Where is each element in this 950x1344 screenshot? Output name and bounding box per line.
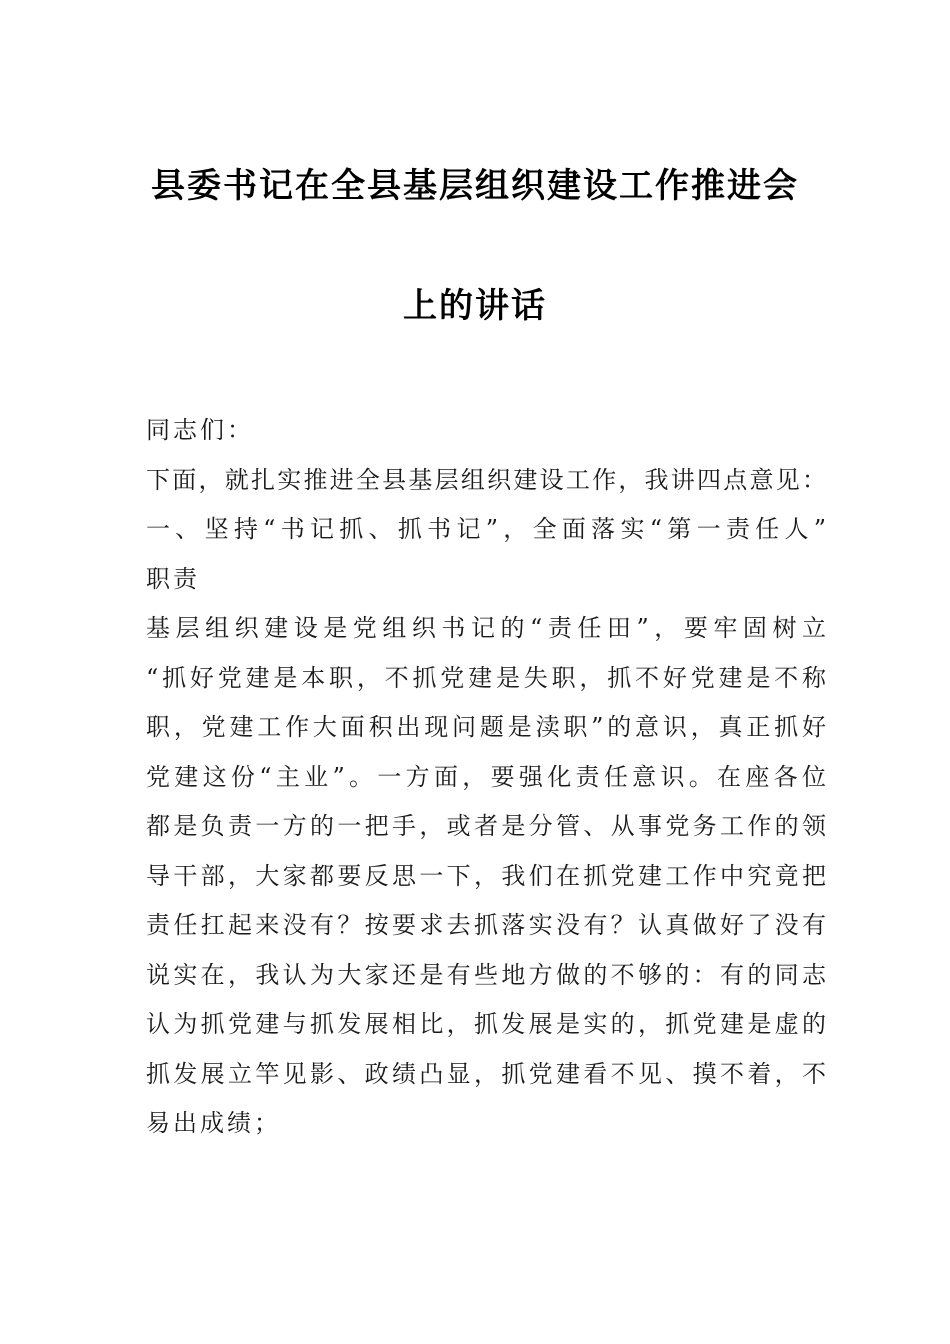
- body-line: 党建这份“主业”。一方面，要强化责任意识。在座各位: [146, 762, 826, 791]
- body-line: 责任扛起来没有？按要求去抓落实没有？认真做好了没有: [146, 911, 826, 939]
- body-line: 导干部，大家都要反思一下，我们在抓党建工作中究竟把: [146, 861, 826, 890]
- body-line: “抓好党建是本职，不抓党建是失职，抓不好党建是不称: [146, 663, 826, 692]
- document-body: [146, 406, 826, 1149]
- section-heading-line: 职责: [146, 564, 200, 593]
- body-line: 都是负责一方的一把手，或者是分管、从事党务工作的领: [146, 812, 826, 840]
- body-line: 基层组织建设是党组织书记的“责任田”，要牢固树立: [146, 614, 826, 642]
- body-line: 说实在，我认为大家还是有些地方做的不够的：有的同志: [146, 960, 826, 989]
- document-title-line-1: 县委书记在全县基层组织建设工作推进会: [151, 166, 799, 206]
- body-line: 认为抓党建与抓发展相比，抓发展是实的，抓党建是虚的: [146, 1010, 826, 1038]
- salutation: 同志们：: [146, 416, 254, 444]
- section-heading-line: 一、坚持“书记抓、抓书记”，全面落实“第一责任人”: [146, 515, 826, 543]
- body-line: 职，党建工作大面积出现问题是渎职”的意识，真正抓好: [146, 713, 826, 741]
- body-line: 易出成绩；: [146, 1109, 281, 1137]
- document-title-line-2: 上的讲话: [403, 286, 547, 326]
- body-line: 抓发展立竿见影、政绩凸显，抓党建看不见、摸不着，不: [146, 1059, 826, 1088]
- body-line: 下面，就扎实推进全县基层组织建设工作，我讲四点意见：: [146, 465, 826, 494]
